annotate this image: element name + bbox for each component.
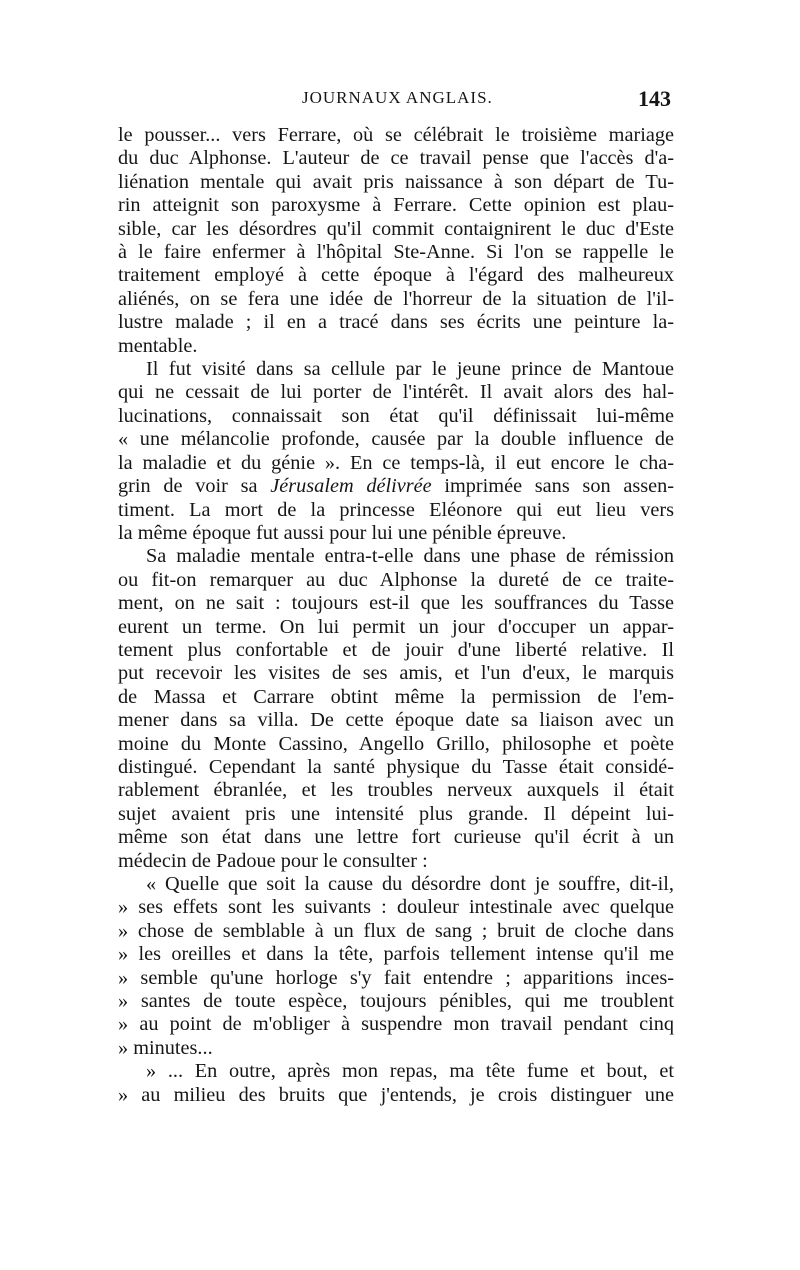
quote-line: « Quelle que soit la cause du désordre dont je souffre, dit-il, xyxy=(146,873,674,895)
quote-line: » chose de semblable à un flux de sang ; bruit de cloche dans xyxy=(118,919,674,942)
text-line xyxy=(118,475,674,498)
text-line: la maladie et du génie ». En ce temps-là, il eut encore le cha- xyxy=(118,451,674,474)
text-line: liénation mentale qui avait pris naissance à son départ de Tu- xyxy=(118,170,674,193)
text-line: de Massa et Carrare obtint même la permission de l'em- xyxy=(118,685,674,708)
quote-line: » santes de toute espèce, toujours pénibles, qui me troublent xyxy=(118,990,674,1013)
text-line: rin atteignit son paroxysme à Ferrare. Cette opinion est plau- xyxy=(118,194,674,217)
text-line: sible, car les désordres qu'il commit contaignirent le duc d'Este xyxy=(118,217,674,240)
text-line: sujet avaient pris une intensité plus grande. Il dépeint lui- xyxy=(118,802,674,825)
text-line: aliénés, on se fera une idée de l'horreur de la situation de l'il- xyxy=(118,287,674,310)
text-line: médecin de Padoue pour le consulter : xyxy=(118,849,428,872)
text-line: mener dans sa villa. De cette époque date sa liaison avec un xyxy=(118,709,674,732)
text-line: qui ne cessait de lui porter de l'intérêt. Il avait alors des hal- xyxy=(118,381,674,404)
text-line: rablement ébranlée, et les troubles nerveux auxquels il était xyxy=(118,779,674,802)
text-line: « une mélancolie profonde, causée par la double influence de xyxy=(118,428,674,451)
text-segment: grin de voir sa xyxy=(118,475,258,498)
text-line: lustre malade ; il en a tracé dans ses écrits une peinture la- xyxy=(118,311,674,334)
text-line: timent. La mort de la princesse Eléonore qui eut lieu vers xyxy=(118,498,674,521)
text-line: lucinations, connaissait son état qu'il définissait lui-même xyxy=(118,404,674,427)
text-line: ment, on ne sait : toujours est-il que les souffrances du Tasse xyxy=(118,592,674,615)
text-line: eurent un terme. On lui permit un jour d'occuper un appar- xyxy=(118,615,674,638)
quote-line: » les oreilles et dans la tête, parfois tellement intense qu'il me xyxy=(118,943,674,966)
text-line: tement plus confortable et de jouir d'une liberté relative. Il xyxy=(118,638,674,661)
italic-title: Jérusalem délivrée xyxy=(270,475,432,498)
quote-line: » minutes... xyxy=(118,1036,213,1059)
running-head: JOURNAUX ANGLAIS. xyxy=(302,88,493,107)
text-line: ou fit-on remarquer au duc Alphonse la dureté de ce traite- xyxy=(118,568,674,591)
text-line: traitement employé à cette époque à l'égard des malheureux xyxy=(118,264,674,287)
body-text xyxy=(118,124,674,1107)
quote-line: » au milieu des bruits que j'entends, je crois distinguer une xyxy=(118,1083,674,1106)
text-segment: imprimée sans son assen- xyxy=(444,475,675,498)
text-line: même son état dans une lettre fort curieuse qu'il écrit à un xyxy=(118,826,674,849)
text-line: Il fut visité dans sa cellule par le jeune prince de Mantoue xyxy=(146,358,674,381)
text-line: Sa maladie mentale entra-t-elle dans une phase de rémission xyxy=(146,545,674,568)
quote-line: » semble qu'une horloge s'y fait entendre ; apparitions inces- xyxy=(118,966,674,989)
text-line: mentable. xyxy=(118,334,198,357)
text-line: distingué. Cependant la santé physique du Tasse était considé- xyxy=(118,755,674,778)
text-line: moine du Monte Cassino, Angello Grillo, philosophe et poète xyxy=(118,732,674,755)
text-line: le pousser... vers Ferrare, où se célébrait le troisième mariage xyxy=(118,124,674,146)
page-number: 143 xyxy=(638,86,671,111)
quote-line: » ses effets sont les suivants : douleur intestinale avec quelque xyxy=(118,896,674,919)
quote-line: » ... En outre, après mon repas, ma tête fume et bout, et xyxy=(146,1060,674,1083)
text-line: à le faire enfermer à l'hôpital Ste-Anne. Si l'on se rappelle le xyxy=(118,241,674,264)
text-line: du duc Alphonse. L'auteur de ce travail pense que l'accès d'a- xyxy=(118,147,674,170)
quote-line: » au point de m'obliger à suspendre mon travail pendant cinq xyxy=(118,1013,674,1036)
page-header xyxy=(0,86,800,116)
text-line: put recevoir les visites de ses amis, et l'un d'eux, le marquis xyxy=(118,662,674,685)
text-line: la même époque fut aussi pour lui une pénible épreuve. xyxy=(118,521,567,544)
